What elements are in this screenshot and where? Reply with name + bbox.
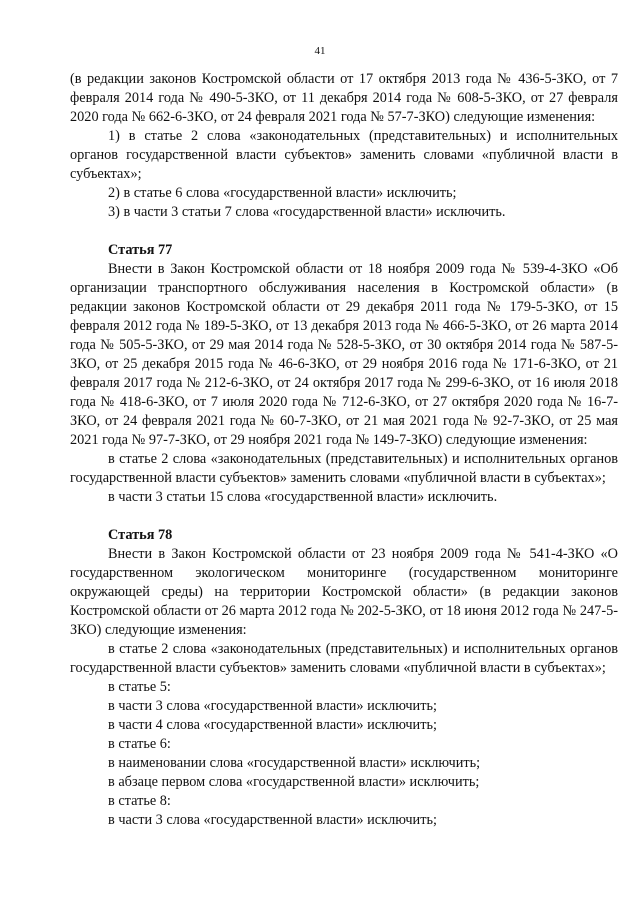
page-number: 41 bbox=[314, 45, 326, 57]
article-78-item-9: в части 3 слова «государственной власти» исключить; bbox=[108, 812, 437, 828]
intro-paragraph: (в редакции законов Костромской области от 17 октября 2013 года № 436-5-ЗКО, от 7 февраля 2014 года № 490-5-ЗКО, от 11 декабря 2014 года № 608-5-ЗКО, от 27 февраля 2020 года № 662-6-ЗКО, от 24 февраля 2021 года № 57-7-ЗКО) следующие изменения: bbox=[70, 71, 618, 125]
intro-item-2: 2) в статье 6 слова «государственной власти» исключить; bbox=[108, 185, 457, 201]
article-77-item-1: в статье 2 слова «законодательных (представительных) и исполнительных органов государственной власти субъектов» заменить словами «публичной власти в субъектах»; bbox=[70, 451, 618, 486]
article-78-item-1: в статье 2 слова «законодательных (представительных) и исполнительных органов государственной власти субъектов» заменить словами «публичной власти в субъектах»; bbox=[70, 641, 618, 676]
article-77-body: Внести в Закон Костромской области от 18 ноября 2009 года № 539-4-ЗКО «Об организации транспортного обслуживания населения в Костромской области» (в редакции законов Костромской области от 29 декабря 2011 года № 179-5-ЗКО, от 15 февраля 2012 года № 189-5-ЗКО, от 13 декабря 2013 года № 466-5-ЗКО, от 26 марта 2014 года № 505-5-ЗКО, от 29 мая 2014 года № 528-5-ЗКО, от 30 октября 2014 года № 587-5-ЗКО, от 25 декабря 2015 года № 46-6-ЗКО, от 29 ноября 2016 года № 171-6-ЗКО, от 21 февраля 2017 года № 212-6-ЗКО, от 24 октября 2017 года № 299-6-ЗКО, от 16 июля 2018 года № 418-6-ЗКО, от 7 июля 2020 года № 712-6-ЗКО, от 27 октября 2020 года № 16-7-ЗКО, от 24 февраля 2021 года № 60-7-ЗКО, от 21 мая 2021 года № 92-7-ЗКО, от 25 мая 2021 года № 97-7-ЗКО, от 29 ноября 2021 года № 149-7-ЗКО) следующие изменения: bbox=[70, 261, 618, 448]
article-78-item-4: в части 4 слова «государственной власти» исключить; bbox=[108, 717, 437, 733]
document-body bbox=[70, 70, 618, 830]
article-77-item-2: в части 3 статьи 15 слова «государственной власти» исключить. bbox=[108, 489, 498, 505]
article-77-heading: Статья 77 bbox=[108, 242, 173, 258]
article-78-item-2: в статье 5: bbox=[108, 679, 171, 695]
section-spacer bbox=[70, 222, 618, 241]
article-78-item-6: в наименовании слова «государственной власти» исключить; bbox=[108, 755, 481, 771]
article-78-item-8: в статье 8: bbox=[108, 793, 171, 809]
article-78-item-3: в части 3 слова «государственной власти» исключить; bbox=[108, 698, 437, 714]
intro-item-3: 3) в части 3 статьи 7 слова «государственной власти» исключить. bbox=[108, 204, 506, 220]
article-78-heading: Статья 78 bbox=[108, 527, 173, 543]
article-78-item-5: в статье 6: bbox=[108, 736, 171, 752]
intro-item-1: 1) в статье 2 слова «законодательных (представительных) и исполнительных органов государственной власти субъектов» заменить словами «публичной власти в субъектах»; bbox=[70, 128, 618, 182]
article-78-item-7: в абзаце первом слова «государственной власти» исключить; bbox=[108, 774, 480, 790]
article-78-body: Внести в Закон Костромской области от 23 ноября 2009 года № 541-4-ЗКО «О государственном экологическом мониторинге (государственном мониторинге окружающей среды) на территории Костромской области» (в редакции законов Костромской области от 26 марта 2012 года № 202-5-ЗКО, от 18 июня 2012 года № 247-5-ЗКО) следующие изменения: bbox=[70, 546, 618, 638]
section-spacer bbox=[70, 507, 618, 526]
